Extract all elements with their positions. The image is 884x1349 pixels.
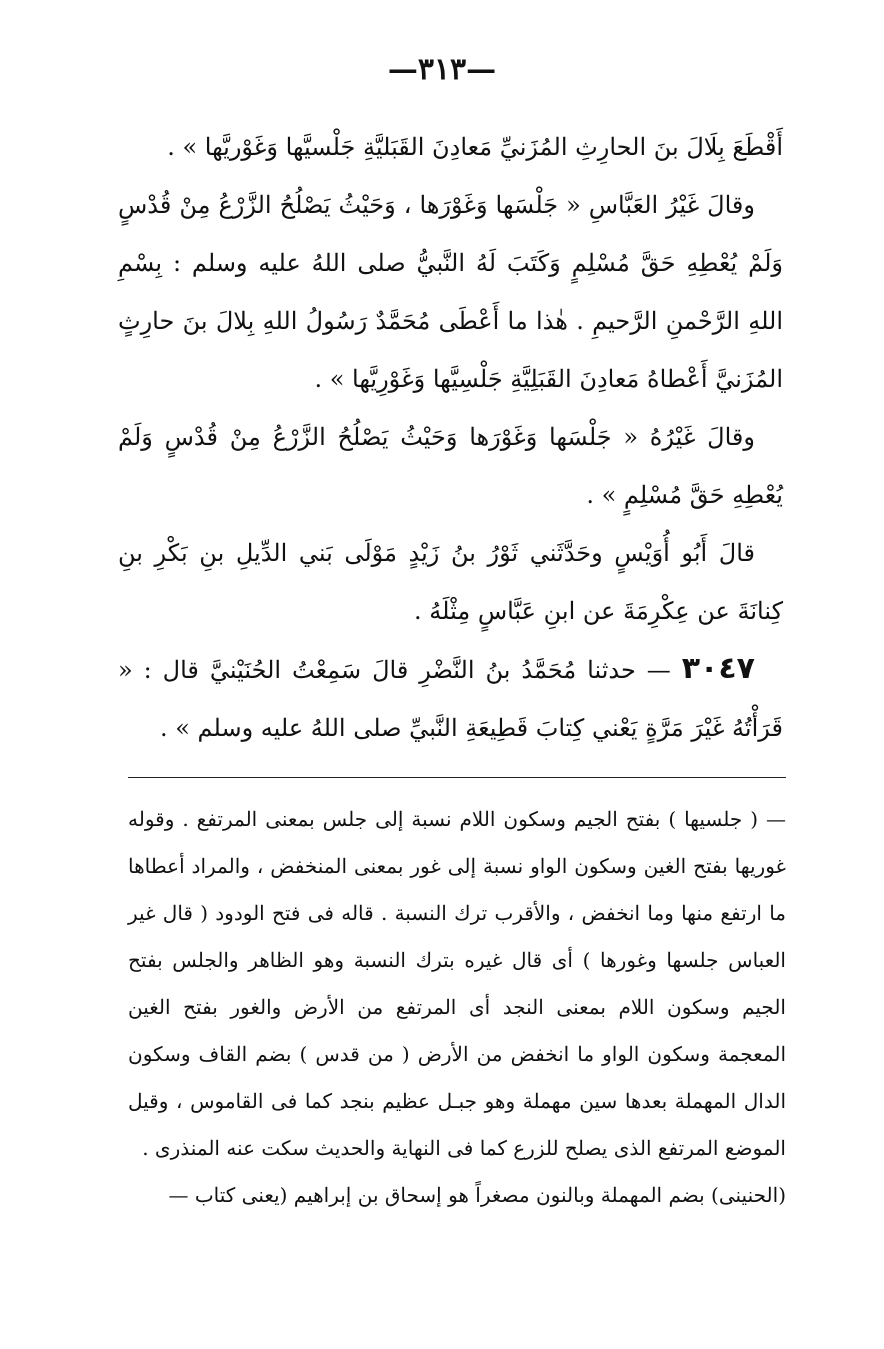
footnote-2: (الحنينى) بضم المهملة وبالنون مصغراً هو إسحاق بن إبراهيم (يعنى كتاب — [168, 1183, 786, 1207]
footnote-divider [128, 777, 786, 778]
paragraph-4: قالَ أَبُو أُوَيْسٍ وحَدَّثَني ثَوْرُ بنُ زَيْدٍ مَوْلَى بَني الدِّيلِ بنِ بَكْرِ بنِ كِنانَةَ عن عِكْرِمَةَ عن ابنِ عَبَّاسٍ مِثْلَهُ . [118, 539, 783, 625]
main-text [118, 118, 783, 757]
footnotes [128, 796, 786, 1219]
page-number: —٣١٣— [387, 52, 497, 87]
paragraph-3: وقالَ غَيْرُهُ « جَلْسَها وَغَوْرَها وَحَيْثُ يَصْلُحُ الزَّرْعُ مِنْ قُدْسٍ وَلَمْ يُعْطِهِ حَقَّ مُسْلِمٍ » . [118, 423, 783, 509]
paragraph-1: أَقْطَعَ بِلَالَ بنَ الحارِثِ المُزَنيِّ مَعادِنَ القَبَليَّةِ جَلْسيَّها وَغَوْريَّها » . [167, 133, 783, 161]
footnote-1: — ( جلسيها ) بفتح الجيم وسكون اللام نسبة إلى جلس بمعنى المرتفع . وقوله غوريها بفتح الغين وسكون الواو نسبة إلى غور بمعنى المنخفض ، والمراد أعطاها ما ارتفع منها وما انخفض ، والأقرب ترك النسبة . قاله فى فتح الودود ( قال غير العباس جلسها وغورها ) أى قال غيره بترك النسبة وهو الظاهر والجلس بفتح الجيم وسكون اللام بمعنى النجد أى المرتفع من الأرض والغور بفتح الغين المعجمة وسكون الواو ما انخفض من الأرض ( من قدس ) بضم القاف وسكون الدال المهملة بعدها سين مهملة وهو جبـل عظيم بنجد كما فى القاموس ، وقيل الموضع المرتفع الذى يصلح للزرع كما فى النهاية والحديث سكت عنه المنذرى . [128, 807, 786, 1160]
hadith-text: — حدثنا مُحَمَّدُ بنُ النَّضْرِ قالَ سَمِعْتُ الحُنَيْنيَّ قال : « قَرَأْتُهُ غَيْرَ مَرَّةٍ يَعْني كِتابَ قَطِيعَةِ النَّبيِّ صلى اللهُ عليه وسلم » . [118, 656, 783, 742]
paragraph-5 [118, 640, 783, 757]
paragraph-2: وقالَ غَيْرُ العَبَّاسِ « جَلْسَها وَغَوْرَها ، وَحَيْثُ يَصْلُحُ الزَّرْعُ مِنْ قُدْسٍ وَلَمْ يُعْطِهِ حَقَّ مُسْلِمٍ وَكَتَبَ لَهُ النَّبيُّ صلى اللهُ عليه وسلم : بِسْمِ اللهِ الرَّحْمنِ الرَّحيمِ . هٰذا ما أَعْطَى مُحَمَّدٌ رَسُولُ اللهِ بِلالَ بنَ حارِثٍ المُزَنيَّ أَعْطاهُ مَعادِنَ القَبَلِيَّةِ جَلْسِيَّها وَغَوْرِيَّها » . [118, 191, 783, 393]
hadith-number: ٣٠٤٧ [681, 651, 755, 686]
